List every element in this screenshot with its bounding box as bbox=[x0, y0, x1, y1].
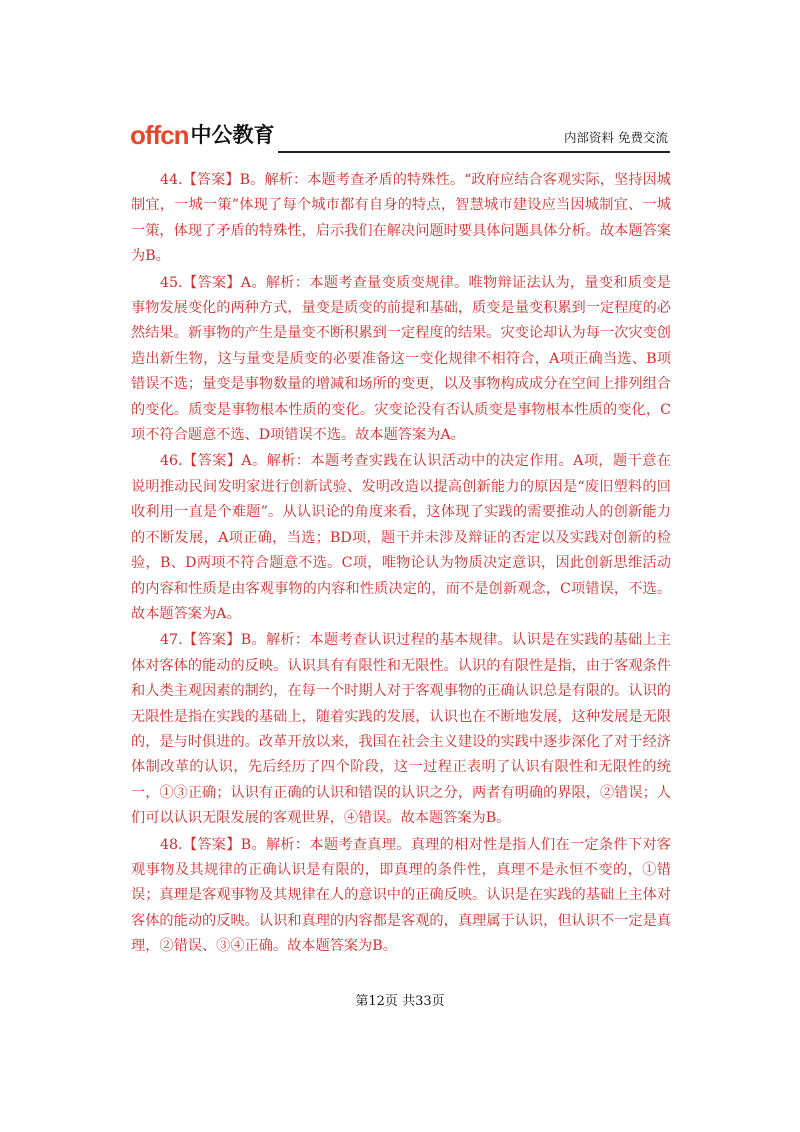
answer-list bbox=[131, 168, 671, 961]
logo-english: offcn bbox=[130, 120, 189, 150]
answer-48: 48.【答案】B。解析：本题考查真理。真理的相对性是指人们在一定条件下对客观事物及其规律的正确认识是有限的，即真理的条件性，真理不是永恒不变的，①错误；真理是客观事物及其规律在人的意识中的正确反映。认识是在实践的基础上主体对客体的能动的反映。认识和真理的内容都是客观的，真理属于认识，但认识不一定是真理，②错误、③④正确。故本题答案为B。 bbox=[131, 836, 671, 955]
offcn-logo bbox=[130, 120, 275, 150]
answer-44: 44.【答案】B。解析：本题考查矛盾的特殊性。“政府应结合客观实际，坚持因城制宜，一城一策”体现了每个城市都有自身的特点，智慧城市建设应当因城制宜、一城一策，体现了矛盾的特殊性，启示我们在解决问题时要具体问题具体分析。故本题答案为B。 bbox=[131, 172, 671, 265]
page-number: 第12页 共33页 bbox=[355, 994, 445, 1009]
answer-45: 45.【答案】A。解析：本题考查量变质变规律。唯物辩证法认为，量变和质变是事物发展变化的两种方式，量变是质变的前提和基础，质变是量变积累到一定程度的必然结果。新事物的产生是量变不断积累到一定程度的结果。灾变论却认为每一次灾变创造出新生物，这与量变是质变的必要准备这一变化规律不相符合，A项正确当选、B项错误不选；量变是事物数量的增减和场所的变更，以及事物构成成分在空间上排列组合的变化。质变是事物根本性质的变化。灾变论没有否认质变是事物根本性质的变化，C项不符合题意不选、D项错误不选。故本题答案为A。 bbox=[131, 274, 671, 444]
answer-47: 47.【答案】B。解析：本题考查认识过程的基本规律。认识是在实践的基础上主体对客体的能动的反映。认识具有有限性和无限性。认识的有限性是指，由于客观条件和人类主观因素的制约，在每一个时期人对于客观事物的正确认识总是有限的。认识的无限性是指在实践的基础上，随着实践的发展，认识也在不断地发展，这种发展是无限的，是与时俱进的。改革开放以来，我国在社会主义建设的实践中逐步深化了对于经济体制改革的认识，先后经历了四个阶段，这一过程正表明了认识有限性和无限性的统一，①③正确；认识有正确的认识和错误的认识之分，两者有明确的界限，②错误；人们可以认识无限发展的客观世界，④错误。故本题答案为B。 bbox=[131, 632, 671, 827]
page-header bbox=[130, 120, 670, 154]
logo-chinese: 中公教育 bbox=[190, 123, 275, 147]
header-divider bbox=[278, 151, 670, 153]
answer-46: 46.【答案】A。解析：本题考查实践在认识活动中的决定作用。A项，题干意在说明推动民间发明家进行创新试验、发明改造以提高创新能力的原因是“废旧塑料的回收利用一直是个难题”。从认识论的角度来看，这体现了实践的需要推动人的创新能力的不断发展，A项正确，当选；BD项，题干并未涉及辩证的否定以及实践对创新的检验，B、D两项不符合题意不选。C项，唯物论认为物质决定意识，因此创新思维活动的内容和性质是由客观事物的内容和性质决定的，而不是创新观念，C项错误，不选。故本题答案为A。 bbox=[131, 453, 671, 622]
header-note: 内部资料 免费交流 bbox=[564, 130, 668, 145]
